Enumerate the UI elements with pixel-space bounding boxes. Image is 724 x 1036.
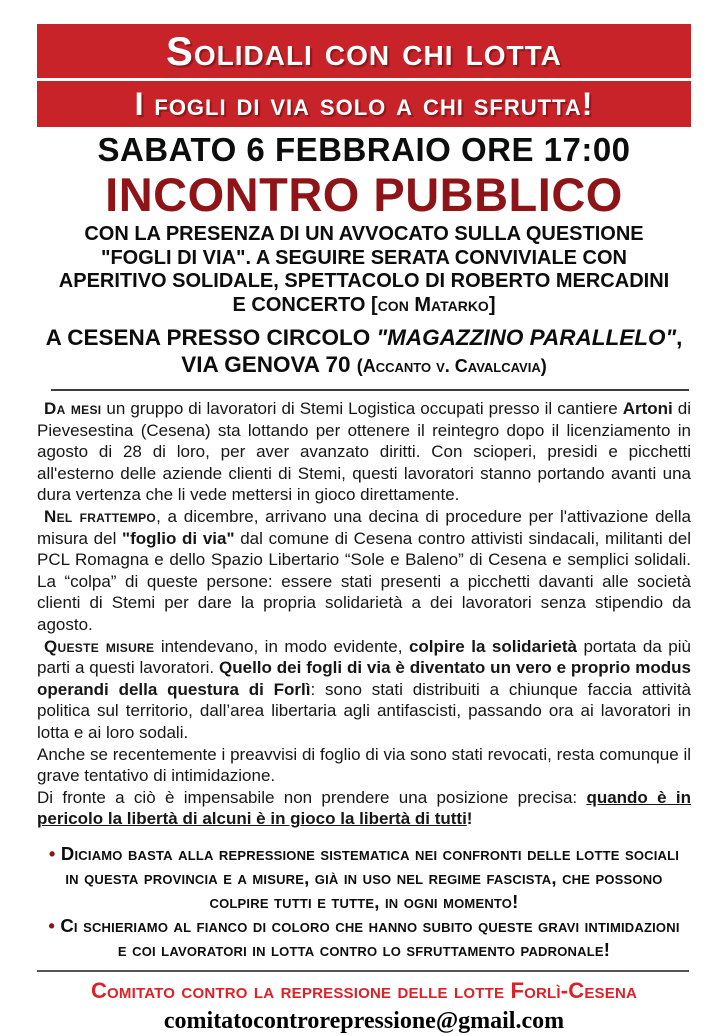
body-paragraph-1: Da mesi un gruppo di lavoratori di Stemi Logistica occupati presso il cantiere Artoni di Pievesestina (Cesena) sta lottando per ottenere il reintegro dopo il licenziamento in agosto di 28 di loro, per aver avanzato diritti. Con scioperi, presidi e picchetti all'esterno delle aziende clienti di Stemi, questi lavoratori stanno portando avanti una dura vertenza che li vede mettersi in gioco direttamente. [37,399,691,505]
bottom-divider [37,970,689,972]
event-date-time: SABATO 6 FEBBRAIO ORE 17:00 [97,131,631,168]
contact-email: comitatocontrorepressione@gmail.com [163,1007,565,1034]
top-divider [51,389,689,391]
demand-item-2: • Ci schieriamo al fianco di coloro che hanno subito queste gravi intimidazioni e coi lavoratori in lotta contro lo sfruttamento padronale! [48,914,680,960]
body-paragraph-4: Anche se recentemente i preavvisi di foglio di via sono stati revocati, resta comunque il grave tentativo di intimidazione. [37,744,691,786]
header-banner [37,24,691,127]
banner-line-2: I fogli di via solo a chi sfrutta! [37,81,691,127]
banner-line-1: Solidali con chi lotta [37,24,691,78]
committee-name: Comitato contro la repressione delle lotte Forlì-Cesena [90,977,638,1003]
demand-item-1: • Diciamo basta alla repressione sistematica nei confronti delle lotte sociali in questa provincia e a misure, già in uso nel regime fascista, che possono colpire tutti e tutte, in ogni momento! [48,842,680,912]
body-text [37,398,691,830]
venue-line: A CESENA PRESSO CIRCOLO "MAGAZZINO PARALLELO", VIA GENOVA 70 (Accanto v. Cavalcavia) [45,325,683,377]
body-paragraph-5: Di fronte a ciò è impensabile non prendere una posizione precisa: quando è in pericolo la libertà di alcuni è in gioco la libertà di tutti! [37,787,691,829]
event-title: INCONTRO PUBBLICO [105,168,623,221]
body-paragraph-3: Queste misure intendevano, in modo evidente, colpire la solidarietà portata da più parti a questi lavoratori. Quello dei fogli di via è diventato un vero e proprio modus operandi della questura di Forlì: sono stati distribuiti a chiunque faccia attività politica sul territorio, dall’area libertaria agli antifascisti, passando ora ai lavoratori in lotta e ai loro sodali. [37,636,692,742]
event-description: CON LA PRESENZA DI UN AVVOCATO SULLA QUESTIONE "FOGLI DI VIA". A SEGUIRE SERATA CONVIVIALE CON APERITIVO SOLIDALE, SPETTACOLO DI ROBERTO MERCADINI E CONCERTO [con Matarko] [58,223,670,316]
demands-list [44,842,684,962]
body-paragraph-2: Nel frattempo, a dicembre, arrivano una decina di procedure per l'attivazione della misura del "foglio di via" dal comune di Cesena contro attivisti sindacali, militanti del PCL Romagna e dello Spazio Libertario “Sole e Baleno” di Cesena e semplici solidali. La “colpa” di queste persone: essere stati presenti a picchetti davanti alle società clienti di Stemi per dare la propria solidarietà a dei lavoratori senza stipendio da agosto. [37,506,691,634]
